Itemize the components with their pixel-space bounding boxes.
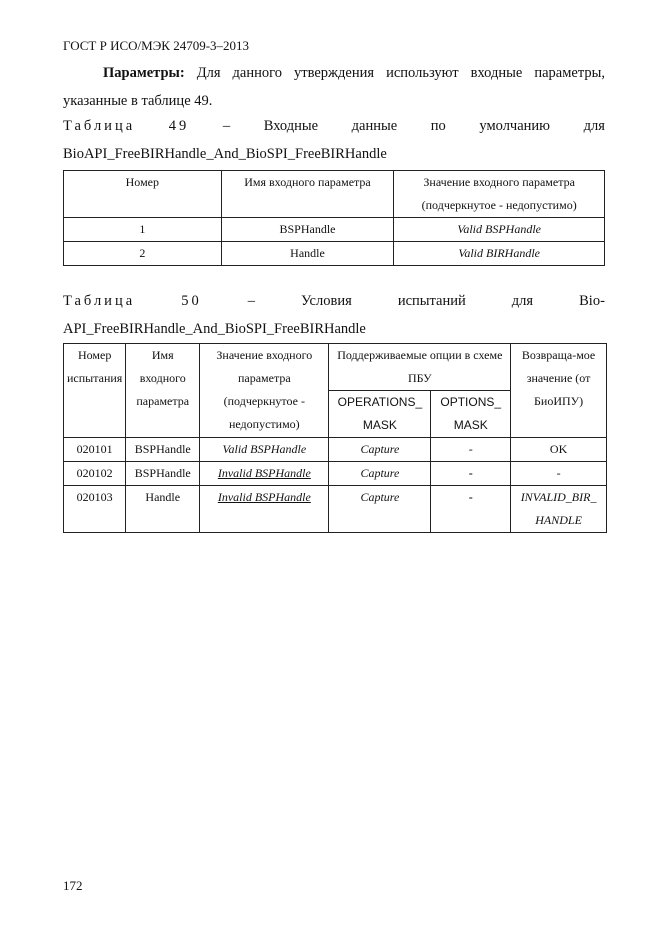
header-cell: Номер	[64, 171, 222, 218]
table-cell: Valid BSPHandle	[394, 218, 605, 242]
caption-word: –	[222, 118, 231, 134]
table-row	[64, 438, 607, 462]
caption-word: Bio-	[579, 293, 605, 309]
caption-word: Таблица	[63, 293, 136, 309]
table-cell: Invalid BSPHandle	[200, 462, 329, 486]
table-cell: BSPHandle	[126, 462, 200, 486]
table50-caption-line2: API_FreeBIRHandle_And_BioSPI_FreeBIRHandle	[63, 321, 366, 337]
table-cell: Valid BIRHandle	[394, 242, 605, 266]
table-row	[64, 218, 605, 242]
table-cell: 020101	[64, 438, 126, 462]
intro-text: Для данного утверждения используют входные параметры, указанные в таблице 49.	[63, 65, 605, 109]
table-row	[64, 242, 605, 266]
table-cell: 020103	[64, 486, 126, 533]
page-number: 172	[63, 878, 83, 893]
header-cell: Возвраща-мое значение (от БиоИПУ)	[511, 344, 607, 438]
table-cell: 020102	[64, 462, 126, 486]
header-cell: Имя входного параметра	[126, 344, 200, 438]
caption-word: умолчанию	[479, 118, 551, 134]
document-header: ГОСТ Р ИСО/МЭК 24709-3–2013	[63, 38, 250, 53]
caption-word: 50	[181, 293, 202, 309]
table-49	[63, 170, 605, 266]
header-cell: Поддерживаемые опции в схеме ПБУ	[329, 344, 511, 391]
header-cell: Имя входного параметра	[221, 171, 394, 218]
table-cell: -	[511, 462, 607, 486]
caption-word: испытаний	[397, 293, 466, 309]
table49-caption-line2: BioAPI_FreeBIRHandle_And_BioSPI_FreeBIRHandle	[63, 146, 387, 162]
table-cell: Capture	[329, 438, 431, 462]
header-cell: OPTIONS_ MASK	[431, 391, 511, 438]
table-cell: -	[431, 462, 511, 486]
table49-caption	[63, 112, 605, 168]
caption-word: 49	[168, 118, 190, 134]
caption-word: для	[511, 293, 534, 309]
table-cell: Handle	[221, 242, 394, 266]
intro-bold: Параметры:	[103, 65, 185, 81]
header-cell: Номер испытания	[64, 344, 126, 438]
header-cell: Значение входного параметра (подчеркнутое - недопустимо)	[394, 171, 605, 218]
table-row	[64, 486, 607, 533]
table-cell: 1	[64, 218, 222, 242]
table-cell: INVALID_BIR_ HANDLE	[511, 486, 607, 533]
table50-caption-line1	[63, 287, 605, 315]
table-cell: BSPHandle	[126, 438, 200, 462]
caption-word: Входные	[263, 118, 319, 134]
table-cell: Handle	[126, 486, 200, 533]
table-50	[63, 343, 607, 533]
table-cell: BSPHandle	[221, 218, 394, 242]
table-header-row	[64, 344, 607, 391]
caption-word: данные	[351, 118, 398, 134]
table49-caption-line1	[63, 112, 605, 140]
caption-word: Условия	[301, 293, 352, 309]
table-cell: Valid BSPHandle	[200, 438, 329, 462]
caption-word: для	[583, 118, 605, 134]
caption-word: по	[430, 118, 446, 134]
table-cell: Capture	[329, 486, 431, 533]
table-cell: Invalid BSPHandle	[200, 486, 329, 533]
table-cell: 2	[64, 242, 222, 266]
header-cell: OPERATIONS_ MASK	[329, 391, 431, 438]
table50-caption	[63, 287, 605, 343]
header-cell: Значение входного параметра (подчеркнутое - недопустимо)	[200, 344, 329, 438]
table-cell: OK	[511, 438, 607, 462]
table-row	[64, 462, 607, 486]
caption-word: –	[247, 293, 255, 309]
intro-paragraph	[63, 59, 605, 115]
table-cell: -	[431, 438, 511, 462]
table-cell: -	[431, 486, 511, 533]
caption-word: Таблица	[63, 118, 136, 134]
table-cell: Capture	[329, 462, 431, 486]
table-header-row	[64, 171, 605, 218]
